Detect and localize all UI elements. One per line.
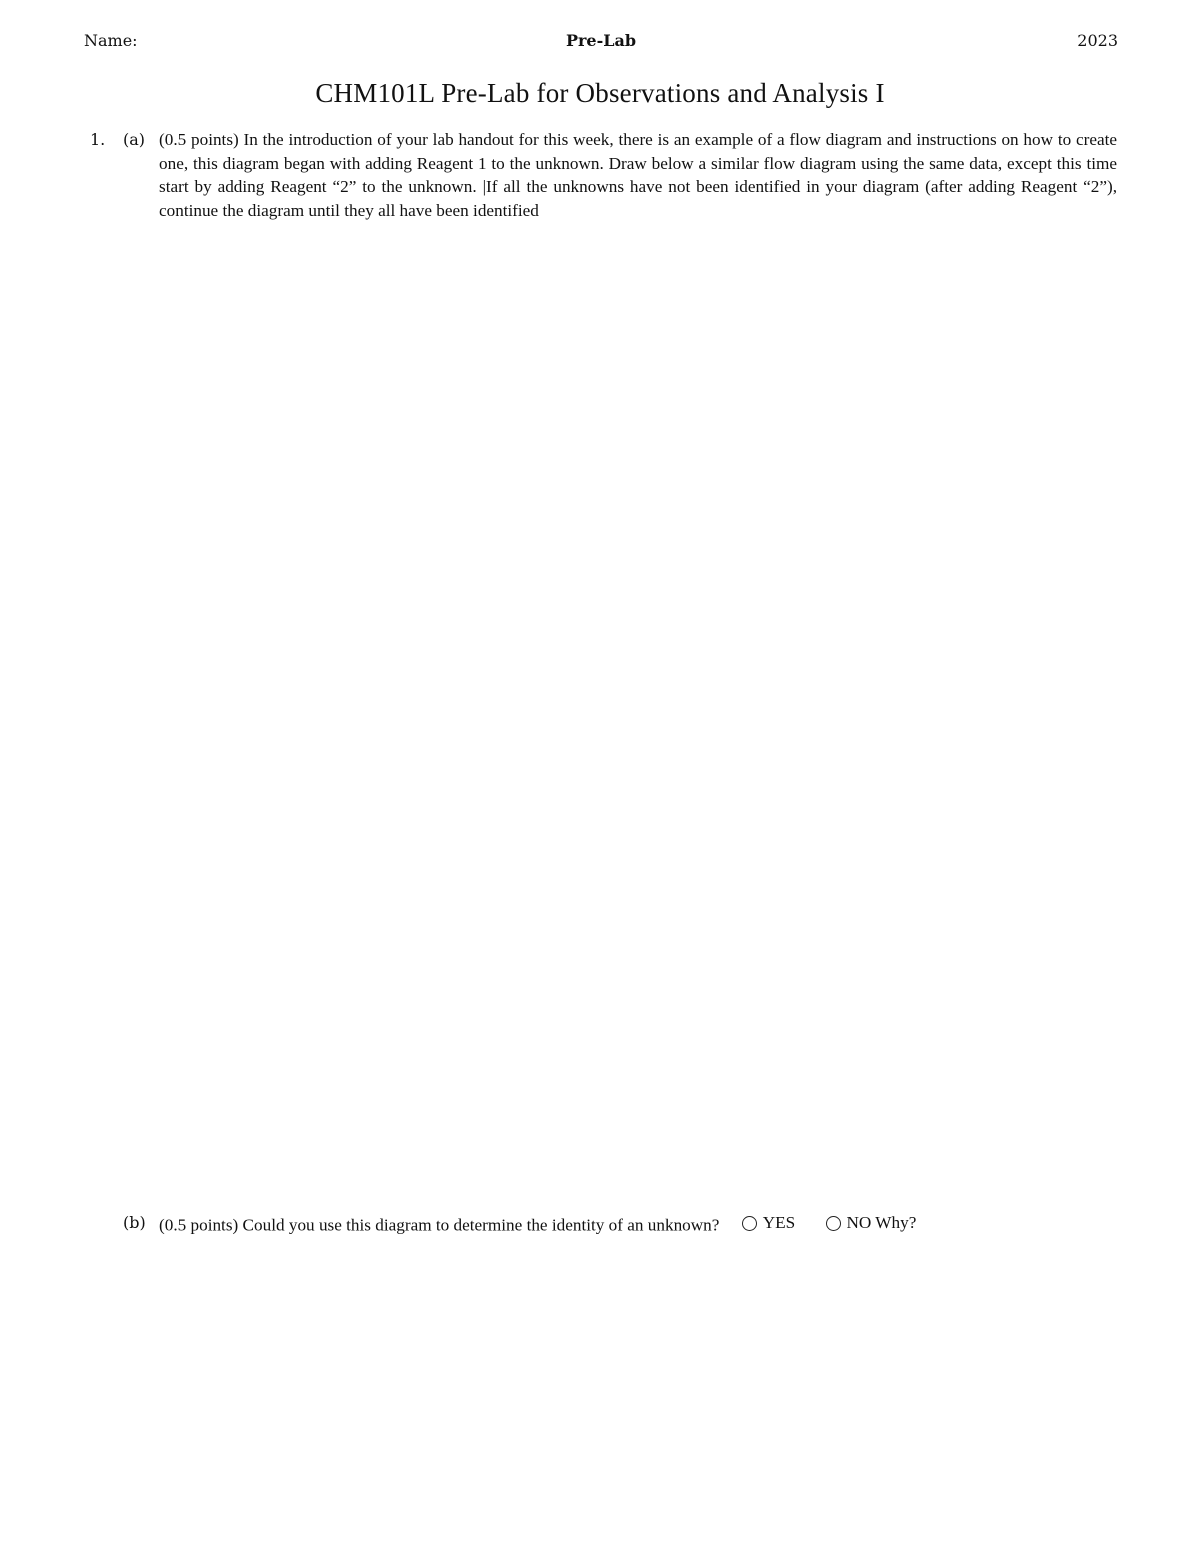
- no-label: NO Why?: [846, 1213, 917, 1232]
- header-title: Pre-Lab: [565, 31, 637, 50]
- part-b-text: (0.5 points) Could you use this diagram to determine the identity of an unknown?: [159, 1215, 720, 1235]
- no-option[interactable]: [826, 1211, 917, 1235]
- part-b-label: (b): [123, 1213, 146, 1232]
- yes-radio[interactable]: [742, 1216, 757, 1231]
- part-a-text: (0.5 points) In the introduction of your lab handout for this week, there is an example of a flow diagram and instructions on how to create one, this diagram began with adding Reagent 1 to the unknown. Draw below a similar flow diagram using the same data, except this time start by adding Reagent “2” to the unknown. |If all the unknowns have not been identified in your diagram (after adding Reagent “2”), continue the diagram until they all have been identified: [159, 130, 1117, 220]
- yes-label: YES: [762, 1213, 796, 1232]
- part-b-line: [159, 1211, 916, 1237]
- yes-option[interactable]: [742, 1211, 795, 1235]
- page-title: CHM101L Pre-Lab for Observations and Analysis I: [315, 78, 885, 108]
- header-year: 2023: [1077, 31, 1118, 50]
- part-a-label: (a): [123, 130, 146, 149]
- question-number: 1.: [90, 130, 106, 149]
- page-header: [84, 31, 1118, 53]
- no-radio[interactable]: [826, 1216, 841, 1231]
- name-label: Name:: [84, 31, 138, 50]
